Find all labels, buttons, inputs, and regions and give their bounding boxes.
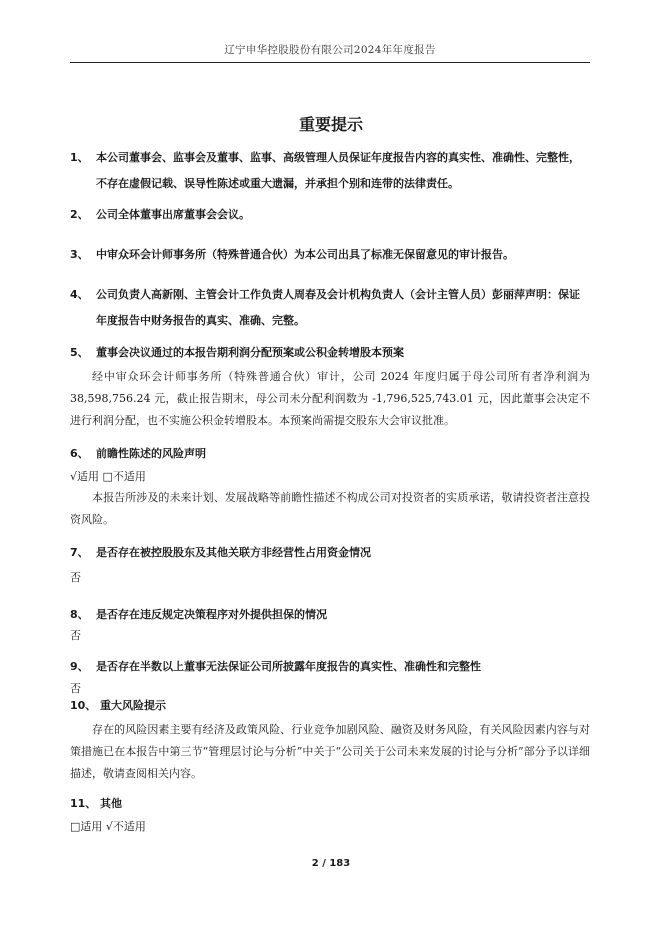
item-2 bbox=[70, 203, 590, 227]
page-header: 辽宁申华控股股份有限公司2024年年度报告 bbox=[224, 44, 436, 56]
item-number: 8、 bbox=[70, 608, 89, 621]
item-number: 4、 bbox=[70, 288, 89, 301]
item-7-answer: 否 bbox=[70, 571, 81, 584]
item-text: 董事会决议通过的本报告期利润分配预案或公积金转增股本预案 bbox=[96, 346, 404, 359]
page-title: 重要提示 bbox=[298, 115, 363, 134]
item-text: 重大风险提示 bbox=[100, 699, 166, 712]
item-9 bbox=[70, 655, 590, 679]
item-1 bbox=[70, 145, 590, 197]
item-9-answer: 否 bbox=[70, 682, 81, 695]
item-text: 其他 bbox=[100, 797, 122, 810]
item-10 bbox=[70, 694, 590, 718]
item-5 bbox=[70, 341, 590, 365]
item-text: 是否存在违反规定决策程序对外提供担保的情况 bbox=[96, 608, 327, 621]
item-3 bbox=[70, 243, 590, 267]
item-6 bbox=[70, 442, 590, 466]
item-number: 11、 bbox=[70, 797, 97, 810]
item-number: 5、 bbox=[70, 346, 89, 359]
item-number: 6、 bbox=[70, 447, 89, 460]
item-text: 中审众环会计师事务所（特殊普通合伙）为本公司出具了标准无保留意见的审计报告。 bbox=[96, 248, 514, 261]
item-number: 9、 bbox=[70, 660, 89, 673]
item-8 bbox=[70, 603, 590, 627]
item-8-answer: 否 bbox=[70, 629, 81, 642]
item-4 bbox=[70, 282, 590, 334]
item-11-applicability: □适用 √不适用 bbox=[70, 820, 146, 833]
item-number: 3、 bbox=[70, 248, 89, 261]
item-text: 是否存在半数以上董事无法保证公司所披露年度报告的真实性、准确性和完整性 bbox=[96, 660, 481, 673]
item-number: 2、 bbox=[70, 208, 89, 221]
item-number: 1、 bbox=[70, 151, 89, 164]
header-divider bbox=[70, 62, 590, 63]
item-5-body: 经中审众环会计师事务所（特殊普通合伙）审计，公司 2024 年度归属于母公司所有者净利润为 38,598,756.24 元，截止报告期末，母公司未分配利润数为 -1,796,525,743.01 元，因此董事会决定不进行利润分配，也不实施公积金转增股本。本预案尚需提交股东大会审议批准。 bbox=[70, 370, 590, 427]
item-text: 是否存在被控股股东及其他关联方非经营性占用资金情况 bbox=[96, 546, 371, 559]
item-11 bbox=[70, 792, 590, 816]
item-text: 本公司董事会、监事会及董事、监事、高级管理人员保证年度报告内容的真实性、准确性、完整性，不存在虚假记载、误导性陈述或重大遗漏，并承担个别和连带的法律责任。 bbox=[96, 151, 580, 190]
item-10-body: 存在的风险因素主要有经济及政策风险、行业竞争加剧风险、融资及财务风险，有关风险因素内容与对策措施已在本报告中第三节“管理层讨论与分析”中关于“公司关于公司未来发展的讨论与分析”部分予以详细描述，敬请查阅相关内容。 bbox=[70, 723, 590, 780]
item-number: 10、 bbox=[70, 699, 97, 712]
item-text: 公司全体董事出席董事会会议。 bbox=[96, 208, 250, 221]
item-7 bbox=[70, 541, 590, 565]
item-6-body: 本报告所涉及的未来计划、发展战略等前瞻性描述不构成公司对投资者的实质承诺，敬请投资者注意投资风险。 bbox=[70, 491, 590, 526]
item-6-applicability: √适用 □不适用 bbox=[70, 470, 146, 483]
item-number: 7、 bbox=[70, 546, 89, 559]
page-number: 2 / 183 bbox=[311, 858, 351, 869]
item-text: 前瞻性陈述的风险声明 bbox=[96, 447, 206, 460]
item-text: 公司负责人高新刚、主管会计工作负责人周春及会计机构负责人（会计主管人员）彭丽萍声明：保证年度报告中财务报告的真实、准确、完整。 bbox=[96, 288, 580, 327]
